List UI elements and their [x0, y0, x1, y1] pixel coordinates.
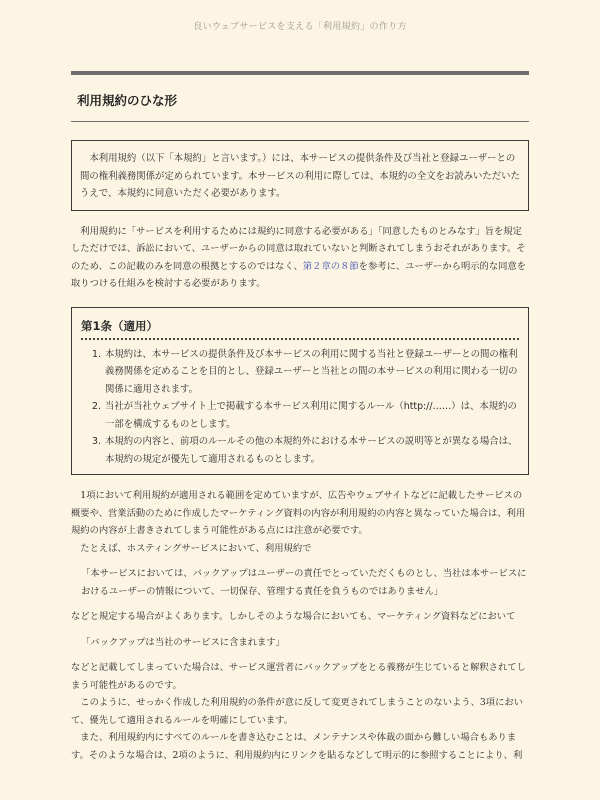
list-item [81, 346, 519, 399]
list-item [81, 433, 519, 468]
article-box [71, 307, 529, 476]
quote-block: 「本サービスにおいては、バックアップはユーザーの責任でとっていただくものとし、当社は本サービスにおけるユーザーの情報について、一切保存、管理する責任を負うものではありません」 [81, 568, 527, 597]
list-item-number: 2. [92, 401, 101, 412]
list-item-text: 本規約の内容と、前項のルールその他の本規約外における本サービスの説明等とが異なる場合は、本規約の規定が優先して適用されるものとします。 [105, 436, 518, 465]
list-item-text: 本規約は、本サービスの提供条件及び本サービスの利用に関する当社と登録ユーザーとの間の権利義務関係を定めることを目的とし、登録ユーザーと当社との間の本サービスの利用に関わる一切の関係に適用されます。 [105, 348, 518, 395]
notice-box: 本利用規約（以下「本規約」と言います。）には、本サービスの提供条件及び当社と登録ユーザーとの間の権利義務関係が定められています。本サービスの利用に際しては、本規約の全文をお読みいただいたうえで、本規約に同意いただく必要があります。 [71, 140, 529, 211]
section-heading: 利用規約のひな形 [71, 71, 529, 122]
intro-text-before: 利用規約に「サービスを利用するためには規約に同意する必要がある」「同意したものとみなす」旨を規定しただけでは、訴訟において、ユーザーからの同意は取れていないと判断されてしまうおそれがあります。そのため、この記載のみを同意の根拠とするのではなく、 [71, 225, 526, 272]
intro-paragraph [71, 223, 529, 293]
article-list [81, 346, 519, 469]
page-content [71, 71, 529, 764]
list-item-text: 当社が当社ウェブサイト上で掲載する本サービス利用に関するルール（http://……）は、本規約の一部を構成するものとします。 [105, 401, 517, 430]
chapter-reference-link[interactable]: 第２章の８節 [302, 260, 359, 272]
body-paragraph: たとえば、ホスティングサービスにおいて、利用規約で [80, 542, 312, 554]
body-paragraph: などと規定する場合がよくあります。しかしそのような場合においても、マーケティング資料などにおいて [71, 611, 516, 622]
body-text [71, 487, 529, 764]
intro-text-after: を参考に、ユーザーから明示的な同意を取りつける仕組みを検討する必要があります。 [71, 260, 527, 289]
body-paragraph: 1項において利用規約が適用される範囲を定めていますが、広告やウェブサイトなどに記載したサービスの概要や、営業活動のために作成したマーケティング資料の内容が利用規約の内容と異なっていた場合は、利用規約の内容が上書きされてしまう可能性がある点には注意が必要です。 [71, 490, 526, 536]
body-paragraph: このように、せっかく作成した利用規約の条件が意に反して変更されてしまうことのないよう、3項において、優先して適用されるルールを明確にしています。 [71, 697, 523, 726]
list-item-number: 3. [92, 436, 101, 447]
quote-block: 「バックアップは当社のサービスに含まれます」 [81, 636, 285, 648]
list-item-number: 1. [92, 348, 101, 360]
body-paragraph: などと記載してしまっていた場合は、サービス運営者にバックアップをとる義務が生じていると解釈されてしまう可能性があるのです。 [71, 662, 526, 691]
article-title: 第1条（適用） [81, 318, 519, 340]
body-paragraph: また、利用規約内にすべてのルールを書き込むことは、メンテナンスや体裁の面から難しい場合もあります。そのような場合は、2項のように、利用規約内にリンクを貼るなどして明示的に参照することにより、利 [71, 732, 523, 761]
list-item [81, 398, 519, 433]
running-header: 良いウェブサービスを支える「利用規約」の作り方 [193, 22, 407, 32]
